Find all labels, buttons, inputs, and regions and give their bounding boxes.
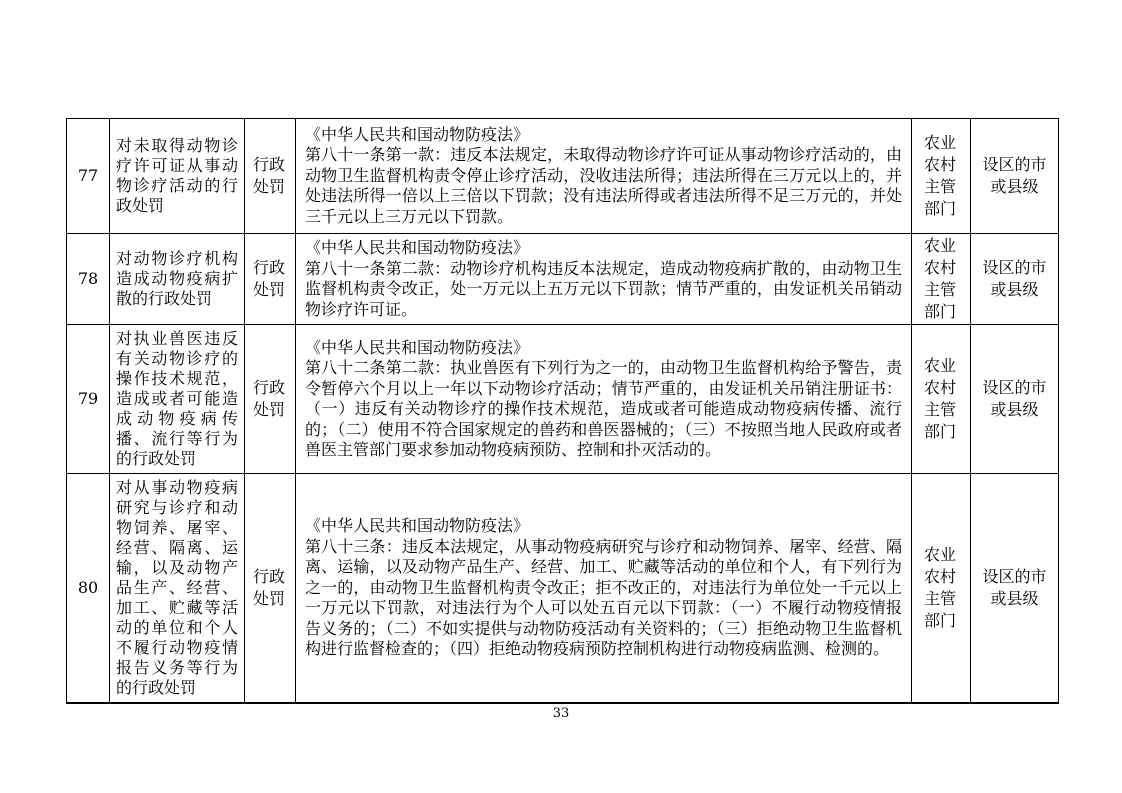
department-text: 农业农村主管部门	[924, 236, 957, 321]
law-text: 第八十三条：违反本法规定，从事动物疫病研究与诊疗和动物饲养、屠宰、经营、隔离、运输，以及动物产品生产、经营、加工、贮藏等活动的单位和个人，有下列行为之一的，由动物卫生监督机构责令改正；拒不改正的，对违法行为单位处一千元以上一万元以下罚款，对违法行为个人可以处五百元以下罚款：（一）不履行动物疫情报告义务的；（二）不如实提供与动物防疫活动有关资料的；（三）拒绝动物卫生监督机构进行监督检查的；（四）拒绝动物疫病预防控制机构进行动物疫病监测、检测的。	[305, 536, 902, 659]
level-cell	[971, 119, 1059, 234]
law-text: 第八十一条第二款：动物诊疗机构违反本法规定，造成动物疫病扩散的，由动物卫生监督机构责令改正，处一万元以上五万元以下罚款；情节严重的，由发证机关吊销动物诊疗许可证。	[305, 258, 902, 319]
table-row	[67, 325, 1059, 474]
row-number-cell: 77	[67, 119, 110, 234]
item-cell	[110, 234, 245, 325]
page-number: 33	[552, 706, 570, 721]
department-cell	[912, 234, 971, 325]
penalty-type-text: 行政处罚	[253, 258, 286, 299]
level-cell	[971, 474, 1059, 704]
table-row	[67, 234, 1059, 325]
item-text: 对从事动物疫病研究与诊疗和动物饲养、屠宰、经营、隔离、运输，以及动物产品生产、经营、加工、贮藏等活动的单位和个人不履行动物疫情报告义务等行为的行政处罚	[116, 478, 238, 697]
row-number-cell: 79	[67, 325, 110, 474]
penalty-type-text: 行政处罚	[253, 155, 286, 196]
law-title: 《中华人民共和国动物防疫法》	[305, 516, 530, 536]
penalty-type-cell	[245, 119, 296, 234]
penalty-type-text: 行政处罚	[253, 567, 286, 608]
penalty-type-cell	[245, 474, 296, 704]
law-text: 第八十一条第一款：违反本法规定，未取得动物诊疗许可证从事动物诊疗活动的，由动物卫生监督机构责令停止诊疗活动，没收违法所得；违法所得在三万元以上的，并处违法所得一倍以上三倍以下罚款；没有违法所得或者违法所得不足三万元的，并处三千元以上三万元以下罚款。	[305, 145, 902, 226]
penalty-table	[66, 118, 1059, 704]
legal-basis-cell	[296, 234, 912, 325]
law-text: 第八十二条第二款：执业兽医有下列行为之一的，由动物卫生监督机构给予警告，责令暂停六个月以上一年以下动物诊疗活动；情节严重的，由发证机关吊销注册证书：（一）违反有关动物诊疗的操作技术规范，造成或者可能造成动物疫病传播、流行的；（二）使用不符合国家规定的兽药和兽医器械的；（三）不按照当地人民政府或者兽医主管部门要求参加动物疫病预防、控制和扑灭活动的。	[305, 358, 902, 459]
item-cell	[110, 325, 245, 474]
level-cell	[971, 234, 1059, 325]
level-text: 设区的市或县级	[982, 567, 1047, 608]
department-text: 农业农村主管部门	[924, 133, 957, 218]
item-cell	[110, 119, 245, 234]
item-text: 对未取得动物诊疗许可证从事动物诊疗活动的行政处罚	[116, 136, 238, 215]
level-text: 设区的市或县级	[982, 258, 1047, 299]
row-number-cell: 80	[67, 474, 110, 704]
item-text: 对执业兽医违反有关动物诊疗的操作技术规范，造成或者可能造成动物疫病传播、流行等行为的行政处罚	[116, 329, 238, 468]
law-title: 《中华人民共和国动物防疫法》	[305, 238, 530, 257]
department-cell	[912, 474, 971, 704]
level-text: 设区的市或县级	[982, 378, 1047, 419]
department-text: 农业农村主管部门	[924, 356, 957, 441]
legal-basis-cell	[296, 474, 912, 704]
law-title: 《中华人民共和国动物防疫法》	[305, 124, 530, 144]
level-text: 设区的市或县级	[982, 155, 1047, 196]
penalty-type-cell	[245, 234, 296, 325]
legal-basis-cell	[296, 119, 912, 234]
legal-basis-cell	[296, 325, 912, 474]
row-number-cell: 78	[67, 234, 110, 325]
department-cell	[912, 119, 971, 234]
item-cell	[110, 474, 245, 704]
penalty-type-cell	[245, 325, 296, 474]
department-text: 农业农村主管部门	[924, 545, 957, 630]
table-row	[67, 119, 1059, 234]
level-cell	[971, 325, 1059, 474]
department-cell	[912, 325, 971, 474]
item-text: 对动物诊疗机构造成动物疫病扩散的行政处罚	[116, 249, 238, 308]
penalty-type-text: 行政处罚	[253, 378, 286, 419]
table-row	[67, 474, 1059, 704]
law-title: 《中华人民共和国动物防疫法》	[305, 337, 530, 357]
